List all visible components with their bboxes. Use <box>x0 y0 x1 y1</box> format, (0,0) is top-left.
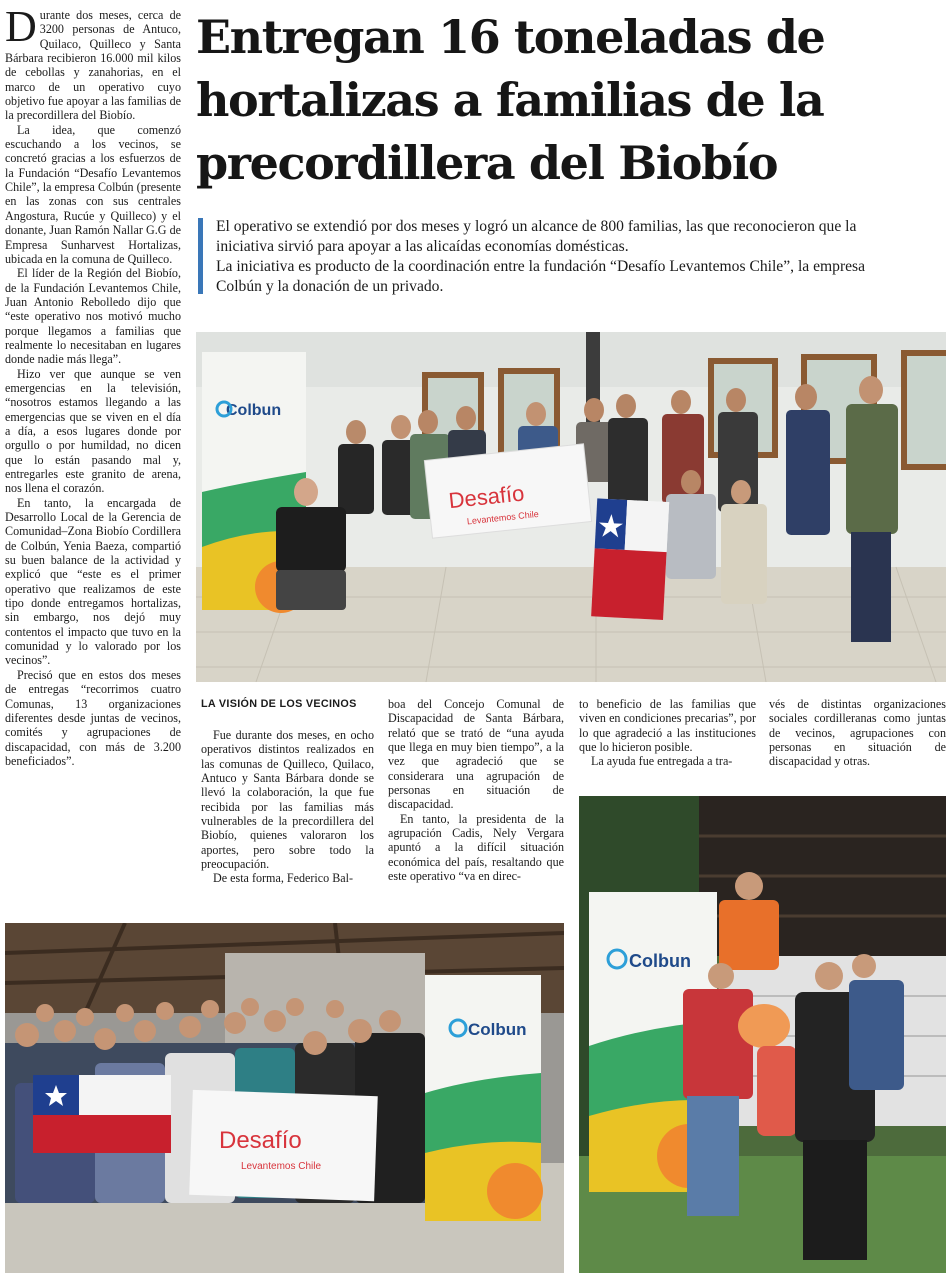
headline-line-2: hortalizas a familias de la <box>196 73 824 127</box>
col3-paragraph-2: En tanto, la presidenta de la agrupación Cadis, Nely Vergara apuntó a la difícil situación económica del país, resaltando que este operativo “va en direc- <box>388 811 564 884</box>
lead-sentence-1: El operativo se extendió por dos meses y logró un alcance de 800 familias, las que reconocieron que la iniciativa sirvió para apoyar a las alicaídas economías domésticas. <box>216 218 857 255</box>
svg-text:Levantemos Chile: Levantemos Chile <box>466 508 540 527</box>
left-paragraph-4: Hizo ver que aunque se ven emergencias en la televisión, “nosotros estamos llegando a las emergencias que se viven en el día a día, a esos lugares donde por orgullo o por humildad, no dicen que lo están pasando mal y, entregarles este granito de arena, nos llena el corazón. <box>5 366 181 496</box>
col2-paragraph-1: Fue durante dos meses, en ocho operativos distintos realizados en las comunas de Quilleco, Quilaco, Antuco y Santa Bárbara donde se llevó la colaboración, la que fue recibida por las familias más vulnerables de la precordillera del Biobío, quienes valoraron los aportes, pero sobre todo la preocupación. <box>201 728 374 872</box>
lead-sentence-2: La iniciativa es producto de la coordinación entre la fundación “Desafío Levantemos Chile”, la empresa Colbún y la donación de un privado. <box>216 258 866 295</box>
column-4-text <box>579 697 756 769</box>
svg-text:Colbun: Colbun <box>226 402 282 419</box>
bottom-left-group-photo <box>5 923 564 1273</box>
left-paragraph-2: La idea, que comenzó escuchando a los vecinos, se concretó gracias a los esfuerzos de la Fundación “Desafío Levantemos Chile”, la empresa Colbún (presente en las zonas con sus centrales Angostura, Rucúe y Quilleco) y el donante, Juan Ramón Nallar G.G de Empresa Sunharvest Hortalizas, ubicada en la comuna de Quilleco. <box>5 122 181 266</box>
col5-paragraph-1: vés de distintas organizaciones sociales cordilleranas como juntas de vecinos, agrupaciones con personas en situación de discapacidad y otras. <box>769 697 946 769</box>
lead-accent-bar <box>198 218 203 294</box>
main-group-photo <box>196 332 946 682</box>
col4-paragraph-2: La ayuda fue entregada a tra- <box>591 754 733 769</box>
column-5-text <box>769 697 946 769</box>
lead-paragraph <box>216 217 880 297</box>
drop-cap: D <box>5 2 37 51</box>
headline-line-3: precordillera del Biobío <box>196 136 778 190</box>
column-3-text <box>388 697 564 883</box>
bottom-right-delivery-photo <box>579 796 946 1273</box>
column-2-text <box>201 728 374 886</box>
headline <box>196 6 824 195</box>
section-subhead: LA VISIÓN DE LOS VECINOS <box>201 698 357 710</box>
col4-paragraph-1: to beneficio de las familias que viven en condiciones precarias”, por lo que agradeció a las instituciones que lo hicieron posible. <box>579 697 756 755</box>
left-paragraph-6: Precisó que en estos dos meses de entregas “recorrimos cuatro Comunas, 13 organizaciones diferentes desde juntas de vecinos, comités y agrupaciones de discapacidad, con más de 3.200 beneficiados”. <box>5 667 181 768</box>
left-paragraph-5: En tanto, la encargada de Desarrollo Local de la Gerencia de Comunidad–Zona Biobío Cordillera de Colbún, Yenia Baeza, compartió su buen balance de la actividad y explicó que “este es el primer operativo que realizamos de este tipo donde entregamos hortalizas, sin embargo, nos dejó muy contentos el impacto que tuvo en la comunidad y lo valorado por los vecinos”. <box>5 495 181 668</box>
left-paragraph-1: Durante dos meses, cerca de 3200 personas de Antuco, Quilaco, Quilleco y Santa Bárbara recibieron 16.000 mil kilos de cebollas y zanahorias, en el marco de un operativo cuyo objetivo fue apoyar a las familias de la precordillera del Biobío. <box>5 2 181 123</box>
svg-text:Colbun: Colbun <box>629 951 691 971</box>
col2-paragraph-2: De esta forma, Federico Bal- <box>213 871 354 886</box>
svg-text:Desafío: Desafío <box>219 1127 302 1154</box>
svg-text:Desafío: Desafío <box>447 480 526 514</box>
svg-text:Levantemos Chile: Levantemos Chile <box>241 1161 322 1172</box>
col3-paragraph-1: boa del Concejo Comunal de Discapacidad de Santa Bárbara, relató que se trató de “una ayuda que llega en muy bien tiempo”, a la vez que agradeció que se considerara una agrupación de personas en situación de discapacidad. <box>388 697 564 812</box>
left-column-text <box>5 2 181 768</box>
headline-line-1: Entregan 16 toneladas de <box>196 10 825 64</box>
svg-text:Colbun: Colbun <box>468 1020 527 1039</box>
left-paragraph-3: El líder de la Región del Biobío, de la Fundación Levantemos Chile, Juan Antonio Rebolledo dijo que “este operativo nos motivó mucho porque llegamos a familias que realmente lo necesitaban en lugares donde nadie más llega”. <box>5 266 181 367</box>
